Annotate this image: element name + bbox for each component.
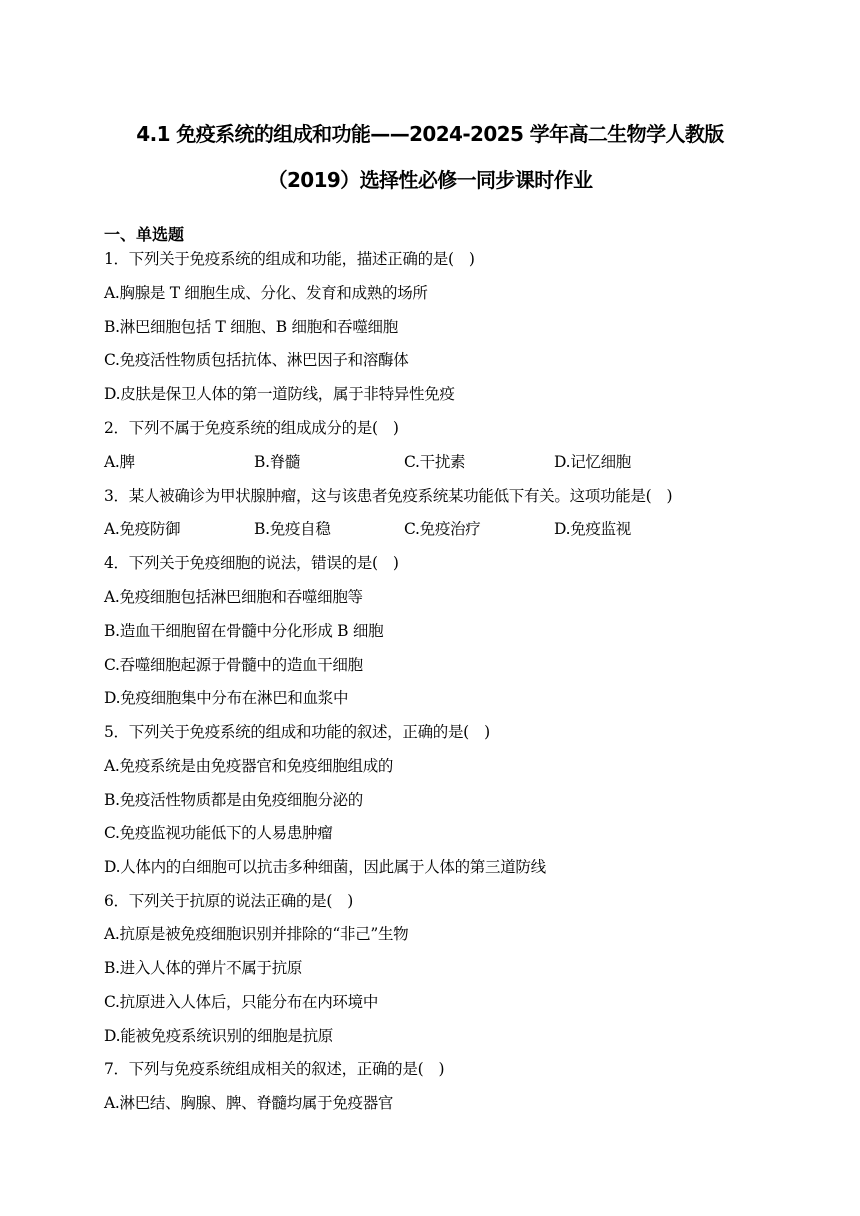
question-3-option-a: A.免疫防御 — [104, 520, 181, 538]
question-1-option-b: B.淋巴细胞包括 T 细胞、B 细胞和吞噬细胞 — [104, 318, 398, 336]
question-4-stem: 4．下列关于免疫细胞的说法，错误的是( ) — [104, 554, 399, 572]
question-2-option-b: B.脊髓 — [254, 453, 301, 471]
question-6-option-d: D.能被免疫系统识别的细胞是抗原 — [104, 1027, 334, 1045]
question-3-stem: 3．某人被确诊为甲状腺肿瘤，这与该患者免疫系统某功能低下有关。这项功能是( ) — [104, 487, 673, 505]
question-4-option-a: A.免疫细胞包括淋巴细胞和吞噬细胞等 — [104, 588, 363, 606]
question-6-stem: 6．下列关于抗原的说法正确的是( ) — [104, 892, 354, 910]
question-2-option-a: A.脾 — [104, 453, 135, 471]
question-2-option-d: D.记忆细胞 — [554, 453, 632, 471]
question-3-option-d: D.免疫监视 — [554, 520, 632, 538]
question-1-option-a: A.胸腺是 T 细胞生成、分化、发育和成熟的场所 — [104, 284, 428, 302]
document-title-line1: 4.1 免疫系统的组成和功能——2024-2025 学年高二生物学人教版 — [136, 122, 724, 146]
question-4-option-d: D.免疫细胞集中分布在淋巴和血浆中 — [104, 689, 349, 707]
question-5-option-c: C.免疫监视功能低下的人易患肿瘤 — [104, 824, 333, 842]
question-2-stem: 2．下列不属于免疫系统的组成成分的是( ) — [104, 419, 399, 437]
question-1-option-c: C.免疫活性物质包括抗体、淋巴因子和溶酶体 — [104, 351, 409, 369]
question-5-option-a: A.免疫系统是由免疫器官和免疫细胞组成的 — [104, 757, 394, 775]
question-6-option-a: A.抗原是被免疫细胞识别并排除的“非己”生物 — [104, 925, 409, 943]
question-7-option-a: A.淋巴结、胸腺、脾、脊髓均属于免疫器官 — [104, 1094, 394, 1112]
question-5-option-d: D.人体内的白细胞可以抗击多种细菌，因此属于人体的第三道防线 — [104, 858, 546, 876]
document-title-line2: （2019）选择性必修一同步课时作业 — [267, 168, 593, 192]
question-2-option-c: C.干扰素 — [404, 453, 466, 471]
question-6-option-c: C.抗原进入人体后，只能分布在内环境中 — [104, 993, 379, 1011]
section-heading: 一、单选题 — [104, 225, 185, 244]
question-4-option-c: C.吞噬细胞起源于骨髓中的造血干细胞 — [104, 656, 363, 674]
question-4-option-b: B.造血干细胞留在骨髓中分化形成 B 细胞 — [104, 622, 384, 640]
question-3-option-c: C.免疫治疗 — [404, 520, 481, 538]
question-7-stem: 7．下列与免疫系统组成相关的叙述，正确的是( ) — [104, 1060, 445, 1078]
question-1-stem: 1．下列关于免疫系统的组成和功能，描述正确的是( ) — [104, 250, 475, 268]
question-3-option-b: B.免疫自稳 — [254, 520, 331, 538]
question-6-option-b: B.进入人体的弹片不属于抗原 — [104, 959, 303, 977]
question-5-stem: 5．下列关于免疫系统的组成和功能的叙述，正确的是( ) — [104, 723, 490, 741]
question-1-option-d: D.皮肤是保卫人体的第一道防线，属于非特异性免疫 — [104, 385, 455, 403]
question-5-option-b: B.免疫活性物质都是由免疫细胞分泌的 — [104, 791, 363, 809]
